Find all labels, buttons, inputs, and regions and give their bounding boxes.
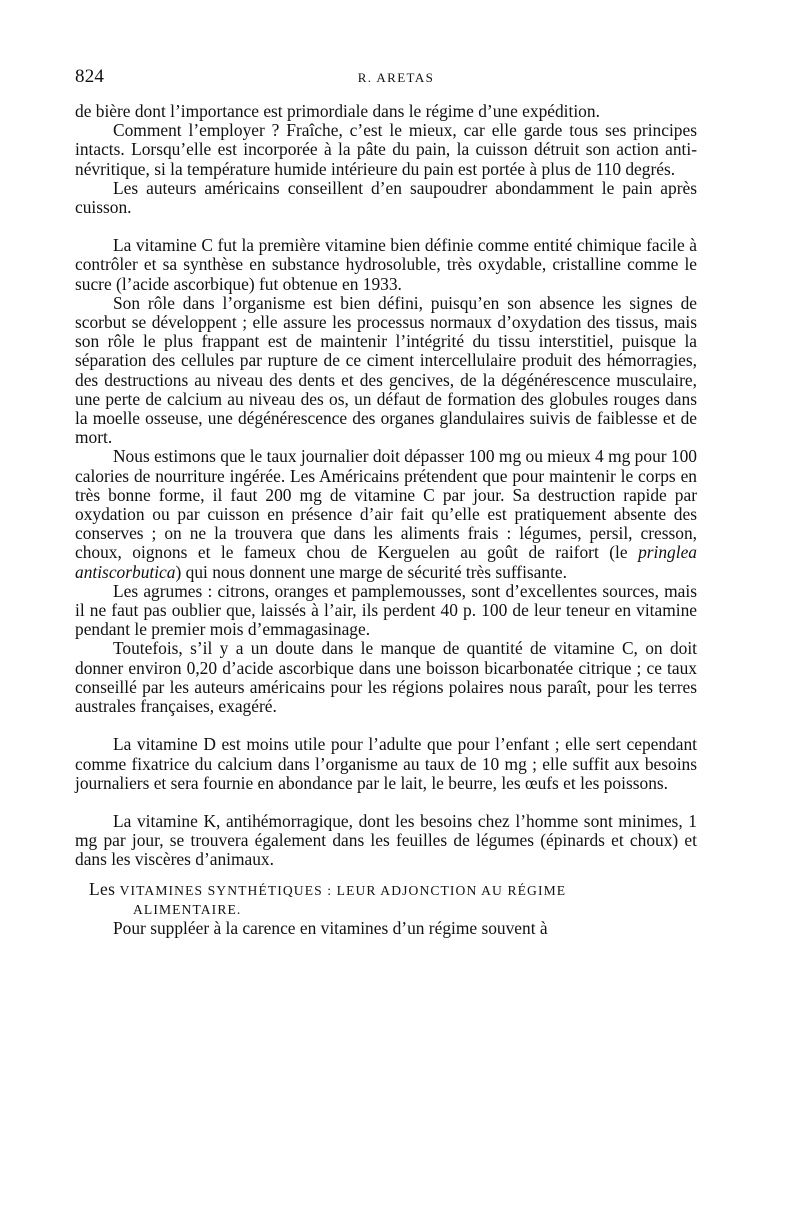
paragraph-vitamin-c-intro: La vitamine C fut la première vitamine bien définie comme entité chimique facile à contrôler et sa synthèse en substance hydrosoluble, très oxydable, cristalline comme le sucre (l’acide ascorbique) fut obtenue en 1933. bbox=[75, 235, 697, 294]
paragraph-doubt: Toutefois, s’il y a un doute dans le manque de quantité de vitamine C, on doit donner environ 0,20 d’acide ascorbique dans une boisson bicarbonatée citrique ; ce taux conseillé par les auteurs américains pour les régions polaires nous paraît, pour les terres australes françaises, exagéré. bbox=[75, 638, 697, 717]
section-gap bbox=[75, 217, 697, 236]
heading-continuation: ALIMENTAIRE. bbox=[133, 901, 242, 917]
section-gap bbox=[75, 870, 697, 880]
heading-main: VITAMINES SYNTHÉTIQUES : LEUR ADJONCTION AU RÉGIME bbox=[119, 882, 567, 898]
paragraph-american-authors: Les auteurs américains conseillent d’en saupoudrer abondamment le pain après cuisson. bbox=[75, 177, 697, 218]
page-header bbox=[75, 66, 697, 102]
running-head: R. ARETAS bbox=[357, 70, 435, 85]
page-number: 824 bbox=[75, 66, 105, 87]
paragraph-vitamin-c-dosage bbox=[75, 447, 697, 581]
section-heading-synthetic-vitamins bbox=[75, 880, 697, 919]
paragraph-citrus: Les agrumes : citrons, oranges et pamplemousses, sont d’excellentes sources, mais il ne faut pas oublier que, laissés à l’air, ils perdent 40 p. 100 de leur teneur en vitamine pendant le premier mois d’emmagasinage. bbox=[75, 580, 697, 640]
paragraph-usage: Comment l’employer ? Fraîche, c’est le mieux, car elle garde tous ses principes intacts. Lorsqu’elle est incorporée à la pâte du pain, la cuisson détruit son action anti-névritique, si la température humide intérieure du pain est portée à plus de 110 degrés. bbox=[75, 120, 697, 179]
species-name-italic: pringlea antiscorbutica bbox=[75, 542, 697, 582]
section-gap bbox=[75, 716, 697, 735]
paragraph-vitamin-k: La vitamine K, antihémorragique, dont les besoins chez l’homme sont minimes, 1 mg par jour, se trouvera également dans les feuilles de légumes (épinards et choux) et dans les viscères d’animaux. bbox=[75, 810, 697, 870]
paragraph-vitamin-c-role: Son rôle dans l’organisme est bien défini, puisqu’en son absence les signes de scorbut se développent ; elle assure les processus normaux d’oxydation des tissus, mais son rôle le plus frappant est de maintenir l’intégrité du tissu interstitiel, puisque la séparation des cellules par rupture de ce ciment intercellulaire produit des hémorragies, des destructions au niveau des dents et des gencives, de la dégénérescence musculaire, une perte de calcium au niveau des os, un défaut de formation des globules rouges dans la moelle osseuse, une dégénérescence des organes glandulaires suivis de faiblesse et de mort. bbox=[75, 292, 697, 448]
section-gap bbox=[75, 793, 697, 812]
dosage-text-before: Nous estimons que le taux journalier doit dépasser 100 mg ou mieux 4 mg pour 100 calories de nourriture ingérée. Les Américains prétendent que pour maintenir le corps en très bonne forme, il faut 200 mg de vitamine C par jour. Sa destruction rapide par oxydation ou par cuisson en présence d’air fait qu’elle est pratiquement absente des conserves ; on ne la trouvera que dans les aliments frais : légumes, persil, cresson, choux, oignons et le fameux chou de Kerguelen au goût de raifort (le bbox=[75, 446, 697, 563]
paragraph-vitamin-d: La vitamine D est moins utile pour l’adulte que pour l’enfant ; elle sert cependant comme fixatrice du calcium dans l’organisme au taux de 10 mg ; elle suffit aux besoins journaliers et sera fournie en abondance par le lait, le beurre, les œufs et les poissons. bbox=[75, 734, 697, 793]
dosage-text-after: ) qui nous donnent une marge de sécurité très suffisante. bbox=[175, 561, 567, 582]
paragraph-continuation: de bière dont l’importance est primordiale dans le régime d’une expédition. bbox=[75, 101, 600, 121]
paragraph-supplement: Pour suppléer à la carence en vitamines d’un régime souvent à bbox=[113, 917, 548, 938]
page bbox=[75, 66, 697, 938]
heading-first-word: Les bbox=[89, 878, 116, 899]
